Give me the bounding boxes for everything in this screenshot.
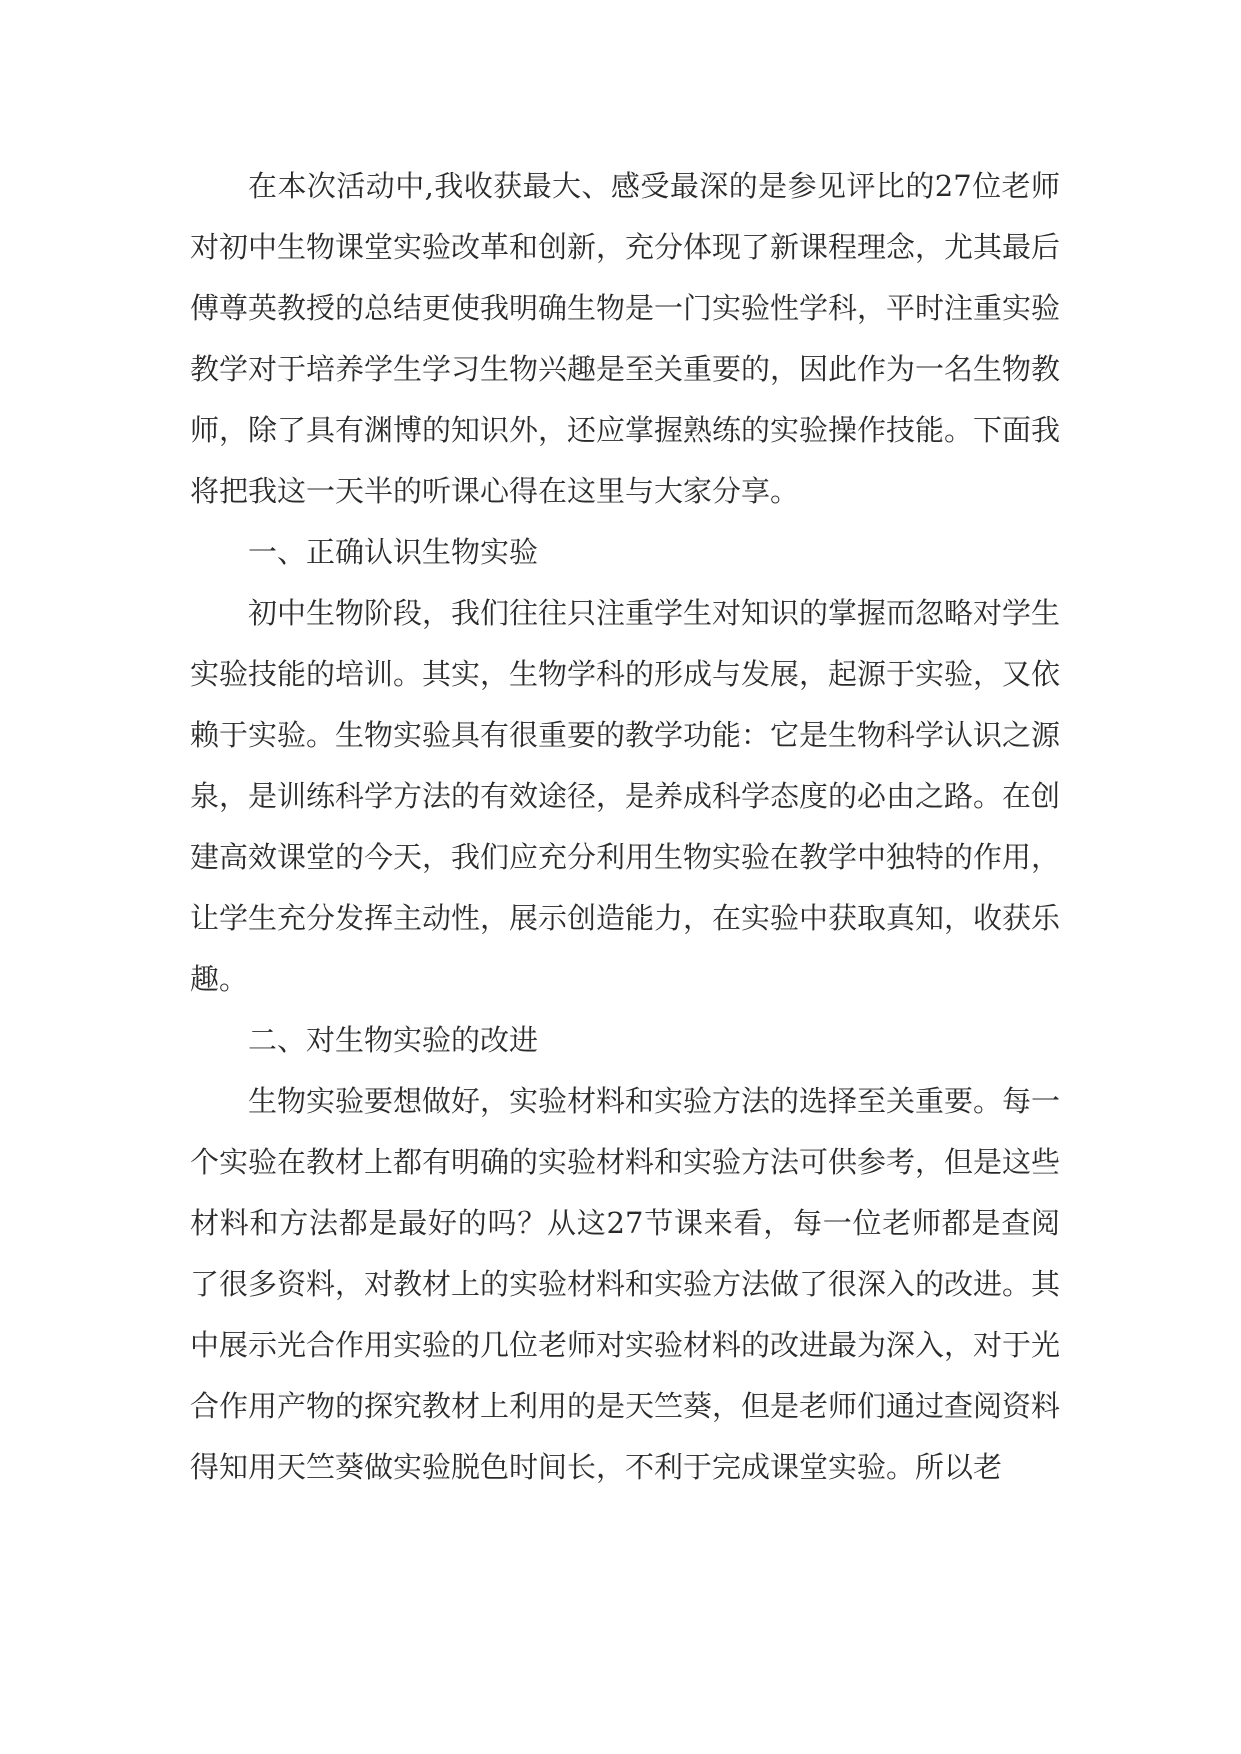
paragraph-intro: 在本次活动中,我收获最大、感受最深的是参见评比的27位老师对初中生物课堂实验改革和创新，充分体现了新课程理念，尤其最后傅尊英教授的总结更使我明确生物是一门实验性学科，平时注重实验教学对于培养学生学习生物兴趣是至关重要的，因此作为一名生物教师，除了具有渊博的知识外，还应掌握熟练的实验操作技能。下面我将把我这一天半的听课心得在这里与大家分享。 — [190, 169, 1061, 508]
paragraph-section-1: 初中生物阶段，我们往往只注重学生对知识的掌握而忽略对学生实验技能的培训。其实，生物学科的形成与发展，起源于实验，又依赖于实验。生物实验具有很重要的教学功能：它是生物科学认识之源泉，是训练科学方法的有效途径，是养成科学态度的必由之路。在创建高效课堂的今天，我们应充分利用生物实验在教学中独特的作用，让学生充分发挥主动性，展示创造能力，在实验中获取真知，收获乐趣。 — [190, 596, 1061, 996]
document-body — [190, 156, 1060, 1498]
section-heading-1: 一、正确认识生物实验 — [248, 535, 539, 569]
section-heading-2: 二、对生物实验的改进 — [248, 1023, 539, 1057]
paragraph-section-2: 生物实验要想做好，实验材料和实验方法的选择至关重要。每一个实验在教材上都有明确的实验材料和实验方法可供参考，但是这些材料和方法都是最好的吗？从这27节课来看，每一位老师都是查阅了很多资料，对教材上的实验材料和实验方法做了很深入的改进。其中展示光合作用实验的几位老师对实验材料的改进最为深入，对于光合作用产物的探究教材上利用的是天竺葵，但是老师们通过查阅资料得知用天竺葵做实验脱色时间长，不利于完成课堂实验。所以老 — [190, 1084, 1061, 1484]
